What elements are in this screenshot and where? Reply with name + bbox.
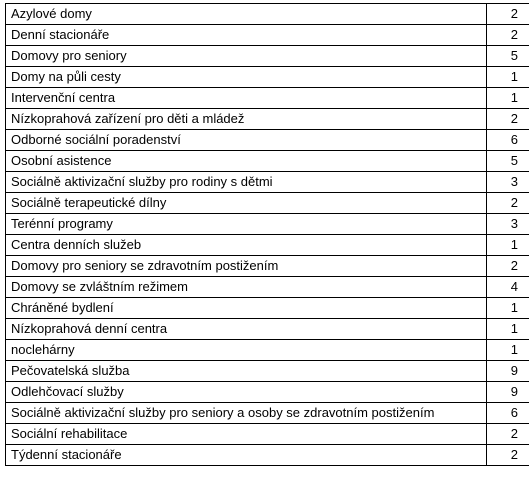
service-count-cell: 2 xyxy=(487,109,529,130)
service-name-cell: Pečovatelská služba xyxy=(6,361,487,382)
service-name-cell: Azylové domy xyxy=(6,4,487,25)
service-count-cell: 9 xyxy=(487,361,529,382)
service-name-cell: Nízkoprahová zařízení pro děti a mládež xyxy=(6,109,487,130)
table-row xyxy=(6,214,529,235)
service-count-cell: 2 xyxy=(487,256,529,277)
table-row xyxy=(6,277,529,298)
service-name-cell: Týdenní stacionáře xyxy=(6,445,487,466)
service-count-cell: 3 xyxy=(487,214,529,235)
service-name-cell: Denní stacionáře xyxy=(6,25,487,46)
table-row xyxy=(6,319,529,340)
service-count-cell: 2 xyxy=(487,424,529,445)
service-count-cell: 5 xyxy=(487,151,529,172)
service-name-cell: Sociální rehabilitace xyxy=(6,424,487,445)
table-row xyxy=(6,424,529,445)
table-row xyxy=(6,67,529,88)
service-count-cell: 1 xyxy=(487,88,529,109)
service-name-cell: Sociálně aktivizační služby pro seniory a osoby se zdravotním postižením xyxy=(6,403,487,424)
services-table-container xyxy=(5,3,523,466)
table-row xyxy=(6,130,529,151)
service-count-cell: 1 xyxy=(487,67,529,88)
service-name-cell: Domovy se zvláštním režimem xyxy=(6,277,487,298)
table-row xyxy=(6,46,529,67)
table-row xyxy=(6,88,529,109)
services-table-body xyxy=(6,4,529,466)
service-count-cell: 2 xyxy=(487,445,529,466)
service-count-cell: 1 xyxy=(487,319,529,340)
service-count-cell: 2 xyxy=(487,193,529,214)
service-name-cell: Osobní asistence xyxy=(6,151,487,172)
service-count-cell: 9 xyxy=(487,382,529,403)
table-row xyxy=(6,172,529,193)
service-count-cell: 4 xyxy=(487,277,529,298)
table-row xyxy=(6,298,529,319)
service-count-cell: 5 xyxy=(487,46,529,67)
table-row xyxy=(6,361,529,382)
table-row xyxy=(6,151,529,172)
service-count-cell: 3 xyxy=(487,172,529,193)
table-row xyxy=(6,4,529,25)
service-name-cell: Centra denních služeb xyxy=(6,235,487,256)
table-row xyxy=(6,382,529,403)
service-count-cell: 6 xyxy=(487,130,529,151)
service-name-cell: Intervenční centra xyxy=(6,88,487,109)
service-name-cell: Chráněné bydlení xyxy=(6,298,487,319)
service-name-cell: Domovy pro seniory xyxy=(6,46,487,67)
table-row xyxy=(6,256,529,277)
service-name-cell: Nízkoprahová denní centra xyxy=(6,319,487,340)
service-name-cell: Domy na půli cesty xyxy=(6,67,487,88)
service-name-cell: Sociálně terapeutické dílny xyxy=(6,193,487,214)
service-count-cell: 1 xyxy=(487,235,529,256)
service-name-cell: noclehárny xyxy=(6,340,487,361)
service-name-cell: Domovy pro seniory se zdravotním postižením xyxy=(6,256,487,277)
service-count-cell: 6 xyxy=(487,403,529,424)
service-name-cell: Terénní programy xyxy=(6,214,487,235)
service-name-cell: Odborné sociální poradenství xyxy=(6,130,487,151)
table-row xyxy=(6,340,529,361)
table-row xyxy=(6,109,529,130)
service-name-cell: Odlehčovací služby xyxy=(6,382,487,403)
table-row xyxy=(6,445,529,466)
service-count-cell: 2 xyxy=(487,4,529,25)
service-count-cell: 1 xyxy=(487,340,529,361)
service-count-cell: 1 xyxy=(487,298,529,319)
service-count-cell: 2 xyxy=(487,25,529,46)
service-name-cell: Sociálně aktivizační služby pro rodiny s dětmi xyxy=(6,172,487,193)
table-row xyxy=(6,25,529,46)
table-row xyxy=(6,235,529,256)
table-row xyxy=(6,193,529,214)
table-row xyxy=(6,403,529,424)
services-table xyxy=(5,3,529,466)
